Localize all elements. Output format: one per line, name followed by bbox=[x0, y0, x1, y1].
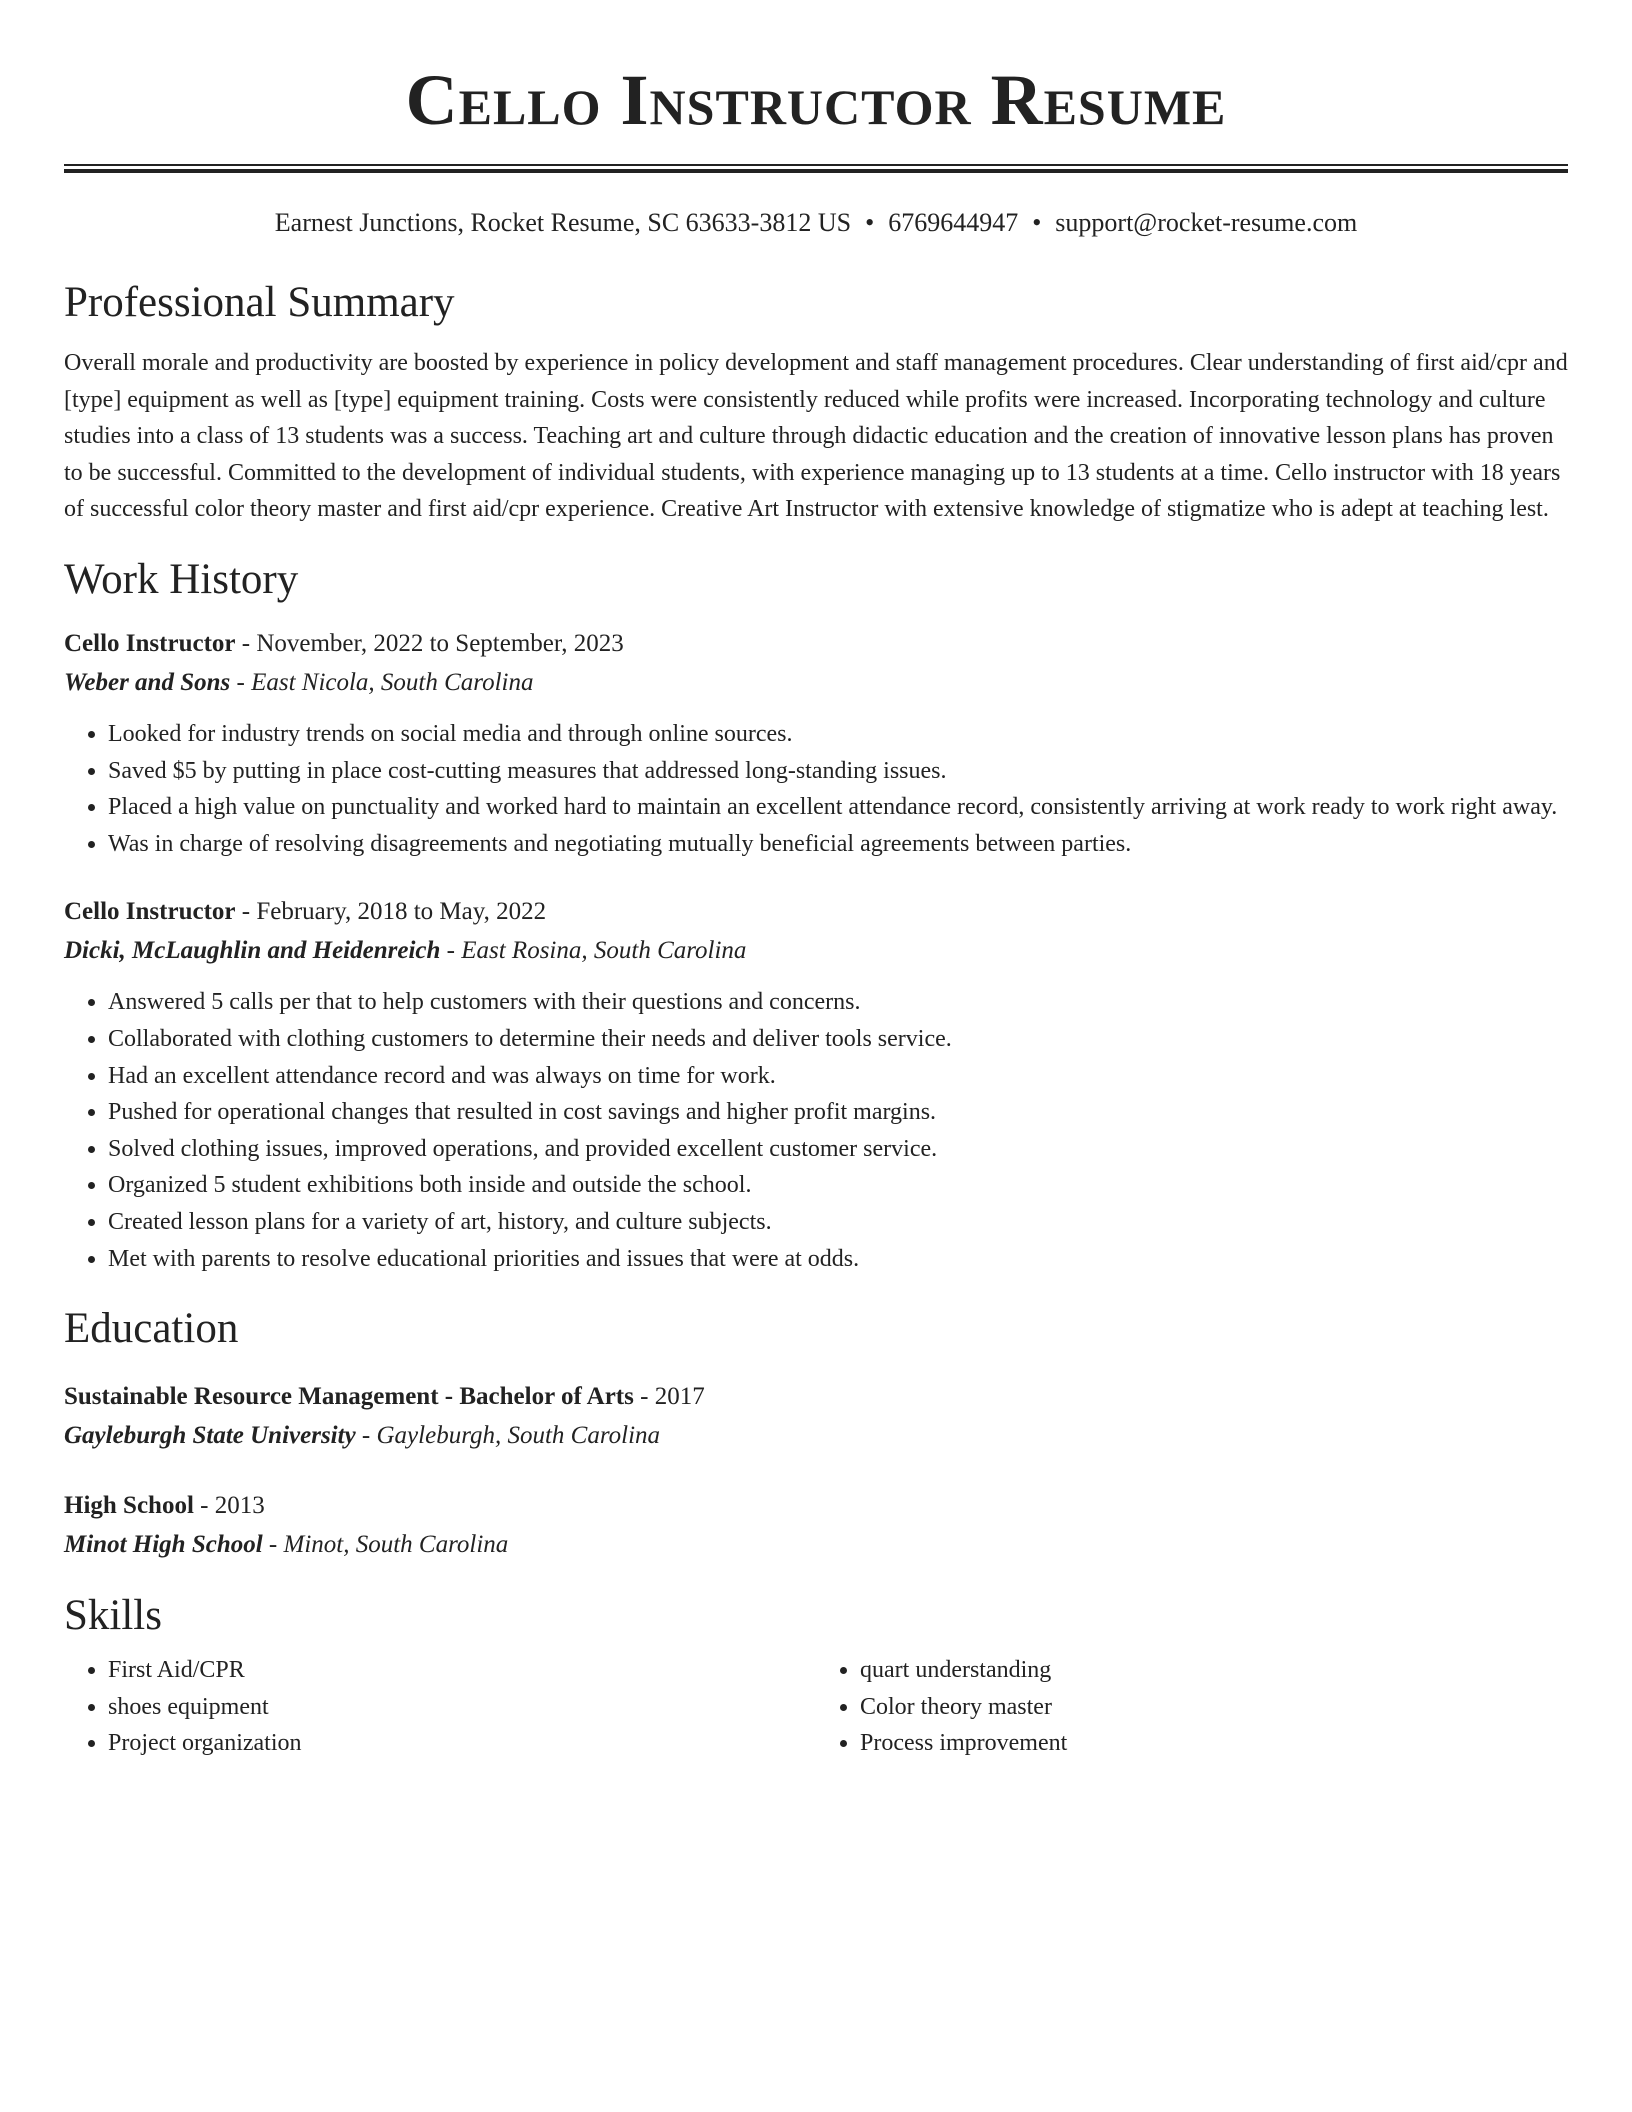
contact-phone: 6769644947 bbox=[888, 208, 1019, 237]
job-header bbox=[64, 624, 1568, 663]
job-bullet: • Saved $5 by putting in place cost-cutting measures that addressed long-standing issues. bbox=[108, 753, 1568, 790]
job-location: - East Rosina, South Carolina bbox=[440, 937, 747, 965]
education-school: Minot High School bbox=[64, 1531, 263, 1559]
skills-column-left bbox=[64, 1652, 816, 1762]
education-header bbox=[64, 1377, 1568, 1416]
job-dates: - February, 2018 to May, 2022 bbox=[235, 898, 547, 926]
education-header bbox=[64, 1486, 1568, 1525]
job-bullet: • Collaborated with clothing customers to determine their needs and deliver tools service. bbox=[108, 1021, 1568, 1058]
job-bullets bbox=[64, 984, 1568, 1277]
contact-email: support@rocket-resume.com bbox=[1055, 208, 1358, 237]
education-school-line bbox=[64, 1416, 1568, 1455]
resume-page bbox=[64, 0, 1568, 1762]
skill-item: • Project organization bbox=[108, 1725, 816, 1762]
job-bullet: • Had an excellent attendance record and was always on time for work. bbox=[108, 1058, 1568, 1095]
education-year: - 2017 bbox=[633, 1383, 705, 1411]
education-location: - Minot, South Carolina bbox=[262, 1531, 509, 1559]
skills-column-right bbox=[816, 1652, 1568, 1762]
education-year: - 2013 bbox=[193, 1492, 265, 1520]
skills-list bbox=[64, 1652, 1568, 1762]
resume-title: Cello Instructor Resume bbox=[405, 60, 1227, 140]
contact-separator: • bbox=[1032, 208, 1042, 237]
job-bullet: • Organized 5 student exhibitions both inside and outside the school. bbox=[108, 1167, 1568, 1204]
work-history-heading: Work History bbox=[64, 555, 299, 603]
skills-heading: Skills bbox=[64, 1592, 162, 1640]
job-entry bbox=[64, 892, 1568, 1277]
skill-item: • Color theory master bbox=[860, 1689, 1568, 1726]
job-entry bbox=[64, 624, 1568, 862]
contact-address: Earnest Junctions, Rocket Resume, SC 63633-3812 US bbox=[274, 208, 852, 237]
job-bullet: • Solved clothing issues, improved operations, and provided excellent customer service. bbox=[108, 1131, 1568, 1168]
summary-text: Overall morale and productivity are boosted by experience in policy development and staff management procedures. Clear understanding of first aid/cpr and [type] equipment as well as [type] equipment training. Costs were consistently reduced while profits were increased. Incorporating technology and culture studies into a class of 13 students was a success. Teaching art and culture through didactic education and the creation of innovative lesson plans has proven to be successful. Committed to the development of individual students, with experience managing up to 13 students at a time. Cello instructor with 18 years of successful color theory master and first aid/cpr experience. Creative Art Instructor with extensive knowledge of stigmatize who is adept at teaching lest. bbox=[64, 350, 1568, 523]
education-entry bbox=[64, 1377, 1568, 1455]
job-dates: - November, 2022 to September, 2023 bbox=[235, 629, 624, 657]
job-role: Cello Instructor bbox=[64, 898, 236, 926]
skill-item: • First Aid/CPR bbox=[108, 1652, 816, 1689]
job-company: Weber and Sons bbox=[64, 668, 231, 696]
education-entry bbox=[64, 1486, 1568, 1564]
job-employer bbox=[64, 931, 1568, 970]
education-heading: Education bbox=[64, 1305, 239, 1353]
job-bullet: • Pushed for operational changes that resulted in cost savings and higher profit margins. bbox=[108, 1094, 1568, 1131]
education-degree: Sustainable Resource Management - Bachelor of Arts bbox=[64, 1383, 634, 1411]
job-bullet: • Looked for industry trends on social media and through online sources. bbox=[108, 716, 1568, 753]
contact-line bbox=[64, 207, 1568, 239]
skill-item: • shoes equipment bbox=[108, 1689, 816, 1726]
job-bullets bbox=[64, 716, 1568, 862]
skill-item: • Process improvement bbox=[860, 1725, 1568, 1762]
education-degree: High School bbox=[64, 1492, 194, 1520]
job-bullet: • Was in charge of resolving disagreements and negotiating mutually beneficial agreements between parties. bbox=[108, 826, 1568, 863]
title-divider bbox=[64, 164, 1568, 173]
education-location: - Gayleburgh, South Carolina bbox=[355, 1422, 661, 1450]
job-role: Cello Instructor bbox=[64, 629, 236, 657]
job-employer bbox=[64, 663, 1568, 702]
job-header bbox=[64, 892, 1568, 931]
job-bullet: • Answered 5 calls per that to help customers with their questions and concerns. bbox=[108, 984, 1568, 1021]
skill-item: • quart understanding bbox=[860, 1652, 1568, 1689]
education-school-line bbox=[64, 1525, 1568, 1564]
summary-heading: Professional Summary bbox=[64, 279, 455, 326]
job-company: Dicki, McLaughlin and Heidenreich bbox=[64, 937, 441, 965]
contact-separator: • bbox=[865, 208, 875, 237]
education-school: Gayleburgh State University bbox=[64, 1422, 356, 1450]
job-location: - East Nicola, South Carolina bbox=[230, 668, 534, 696]
job-bullet: • Created lesson plans for a variety of art, history, and culture subjects. bbox=[108, 1204, 1568, 1241]
job-bullet: • Met with parents to resolve educational priorities and issues that were at odds. bbox=[108, 1241, 1568, 1278]
job-bullet: • Placed a high value on punctuality and worked hard to maintain an excellent attendance record, consistently arriving at work ready to work right away. bbox=[108, 789, 1568, 826]
